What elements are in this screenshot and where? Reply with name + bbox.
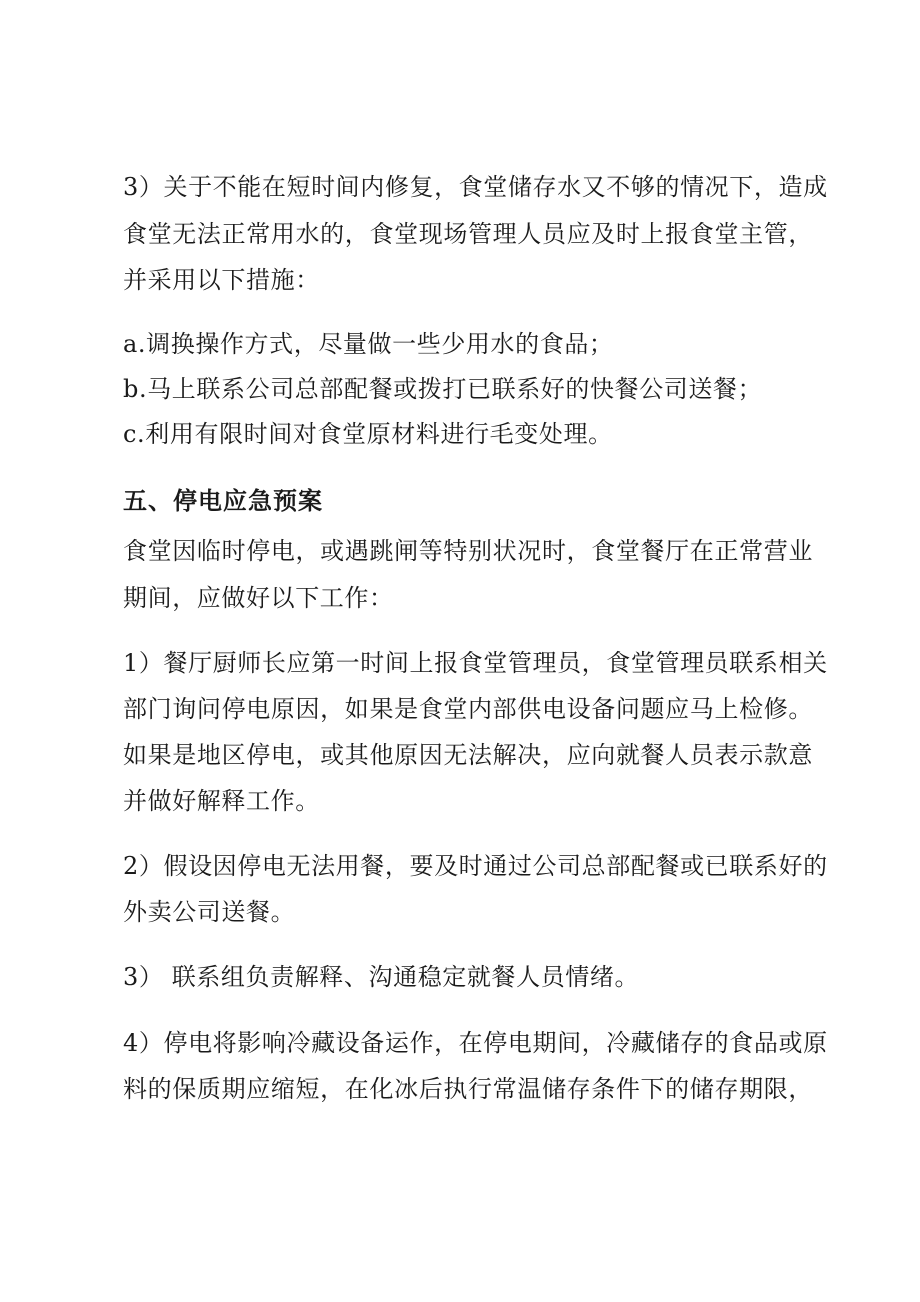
water-measure-b: b.马上联系公司总部配餐或拨打已联系好的快餐公司送餐； bbox=[123, 375, 763, 403]
section-5-title: 五、停电应急预案 bbox=[123, 487, 323, 515]
water-measure-c: c.利用有限时间对食堂原材料进行毛变处理。 bbox=[123, 420, 613, 448]
power-p4-line-2: 料的保质期应缩短，在化冰后执行常温储存条件下的储存期限， bbox=[123, 1075, 813, 1103]
power-p2-line-1: 2）假设因停电无法用餐，要及时通过公司总部配餐或已联系好的 bbox=[123, 852, 828, 880]
power-p1-line-3: 如果是地区停电，或其他原因无法解决，应向就餐人员表示款意 bbox=[123, 741, 813, 769]
power-p1-line-4: 并做好解释工作。 bbox=[123, 787, 320, 815]
water-measure-a: a.调换操作方式，尽量做一些少用水的食品； bbox=[123, 330, 614, 358]
section-5-intro-line-1: 食堂因临时停电，或遇跳闸等特别状况时，食堂餐厅在正常营业 bbox=[123, 537, 813, 565]
water-p3-line-2: 食堂无法正常用水的，食堂现场管理人员应及时上报食堂主管， bbox=[123, 220, 813, 248]
power-p4-line-1: 4）停电将影响冷藏设备运作，在停电期间，冷藏储存的食品或原 bbox=[123, 1029, 828, 1057]
power-p3-line-1: 3） 联系组负责解释、沟通稳定就餐人员情绪。 bbox=[123, 963, 640, 991]
power-p1-line-1: 1）餐厅厨师长应第一时间上报食堂管理员，食堂管理员联系相关 bbox=[123, 649, 828, 677]
water-p3-line-3: 并采用以下措施： bbox=[123, 266, 320, 294]
section-5-intro-line-2: 期间，应做好以下工作： bbox=[123, 584, 394, 612]
water-p3-line-1: 3）关于不能在短时间内修复，食堂储存水又不够的情况下，造成 bbox=[123, 173, 828, 201]
power-p1-line-2: 部门询问停电原因，如果是食堂内部供电设备问题应马上检修。 bbox=[123, 695, 813, 723]
power-p2-line-2: 外卖公司送餐。 bbox=[123, 898, 296, 926]
